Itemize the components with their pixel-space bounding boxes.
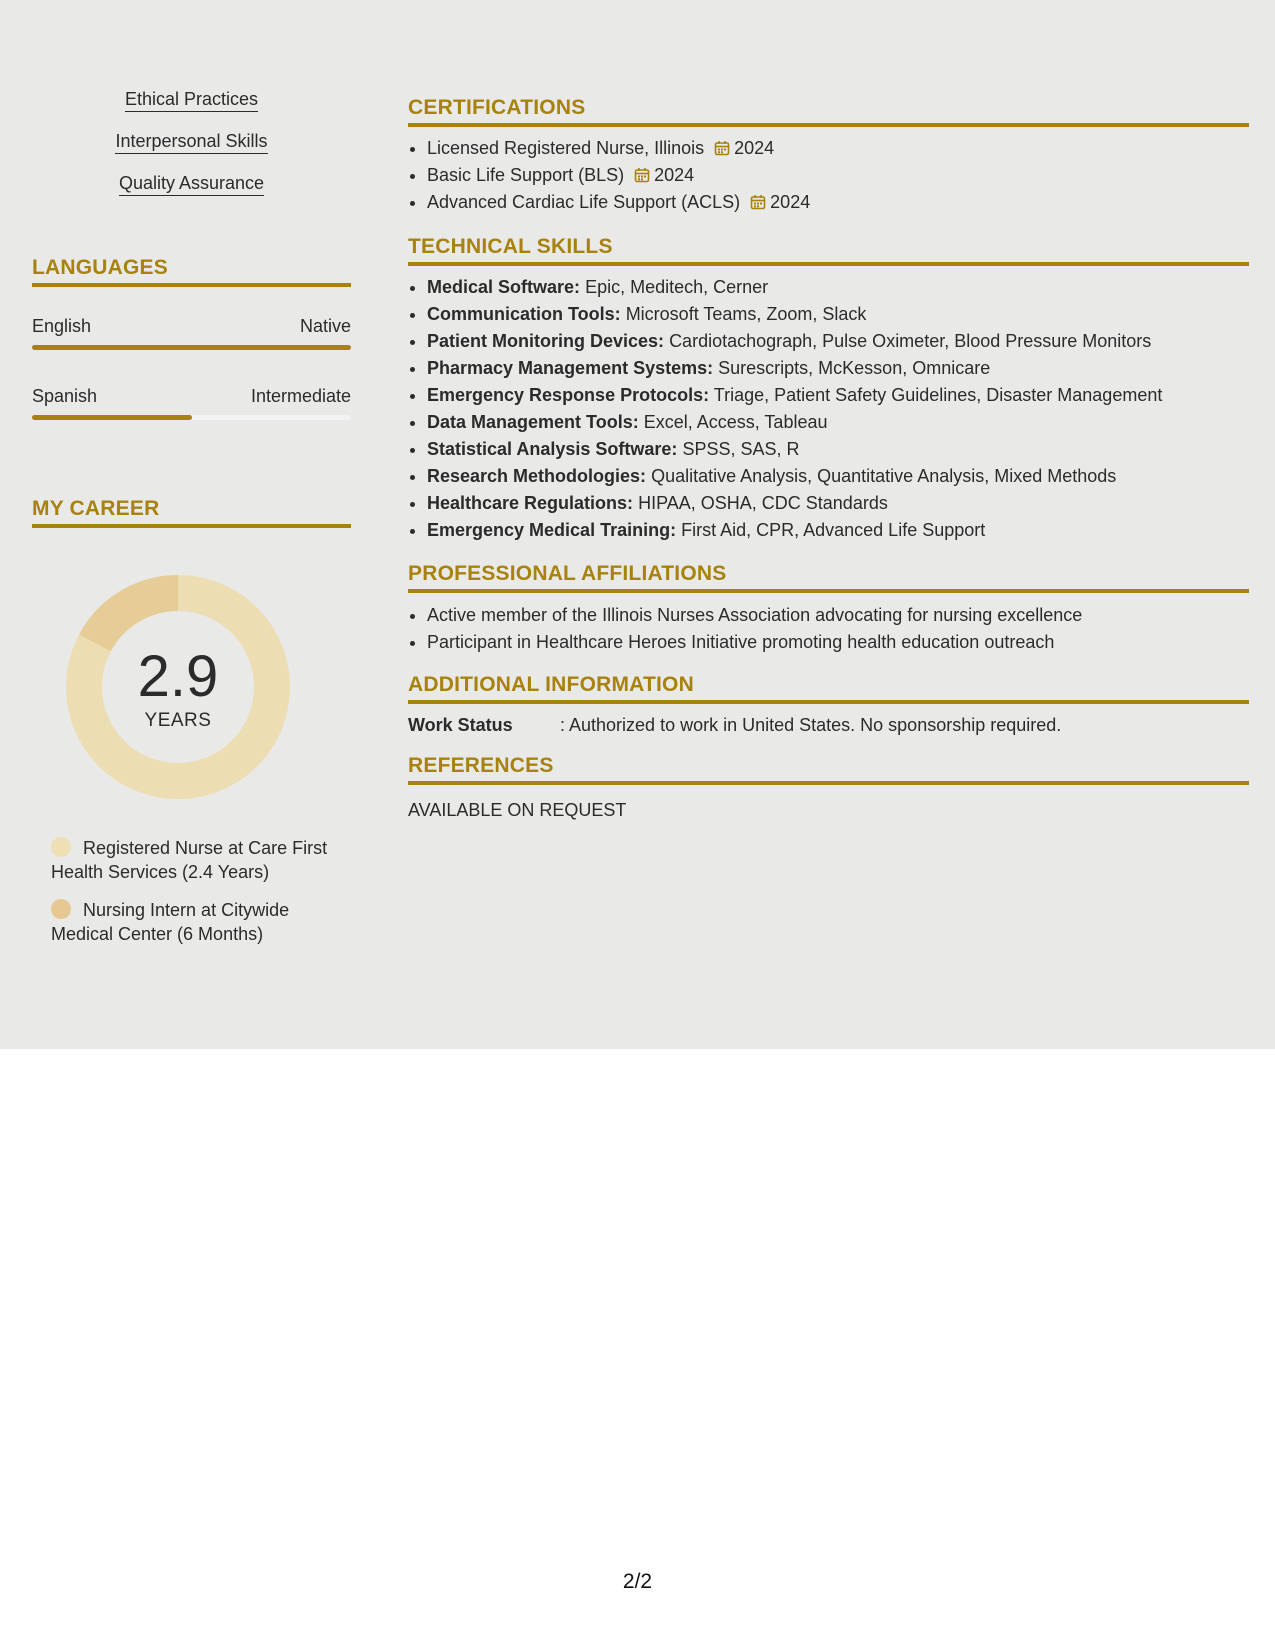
skill-category: Emergency Response Protocols: xyxy=(427,385,710,405)
language-english xyxy=(32,315,351,350)
references-text: AVAILABLE ON REQUEST xyxy=(408,800,627,820)
affiliation-item: • Participant in Healthcare Heroes Initiative promoting health education outreach xyxy=(427,629,1268,656)
certification-year: 2024 xyxy=(770,192,811,212)
work-status-label: Work Status xyxy=(408,715,513,735)
donut-center xyxy=(66,575,290,799)
skill-values: Microsoft Teams, Zoom, Slack xyxy=(625,304,867,324)
legend-item xyxy=(51,898,351,946)
technical-skills-list xyxy=(408,274,1268,544)
references-heading: REFERENCES xyxy=(408,754,1249,785)
skill-category: Data Management Tools: xyxy=(427,412,639,432)
technical-skill-item xyxy=(427,436,1268,463)
language-name: Spanish xyxy=(32,386,98,406)
career-heading: MY CAREER xyxy=(32,497,351,528)
skill-category: Research Methodologies: xyxy=(427,466,647,486)
certification-name: Licensed Registered Nurse, Illinois xyxy=(427,138,705,158)
skill-category: Healthcare Regulations: xyxy=(427,493,634,513)
skill-values: Qualitative Analysis, Quantitative Analysis, Mixed Methods xyxy=(651,466,1117,486)
legend-label: Nursing Intern at Citywide Medical Center (6 Months) xyxy=(51,900,290,944)
skill-values: Excel, Access, Tableau xyxy=(643,412,828,432)
technical-skill-item xyxy=(427,274,1268,301)
skill-values: SPSS, SAS, R xyxy=(682,439,800,459)
legend-dot-icon xyxy=(51,837,71,857)
technical-skills-heading: TECHNICAL SKILLS xyxy=(408,235,1249,266)
legend-label: Registered Nurse at Care First Health Services (2.4 Years) xyxy=(51,838,328,882)
certification-item xyxy=(427,162,1268,189)
language-name: English xyxy=(32,316,92,336)
certifications-heading: CERTIFICATIONS xyxy=(408,96,1249,127)
skill-category: Medical Software: xyxy=(427,277,581,297)
legend-dot-icon xyxy=(51,899,71,919)
affiliations-list xyxy=(408,602,1268,656)
skill-values: Surescripts, McKesson, Omnicare xyxy=(718,358,991,378)
technical-skill-item xyxy=(427,490,1268,517)
work-status-row xyxy=(408,713,1249,737)
technical-skill-item xyxy=(427,463,1268,490)
technical-skill-item xyxy=(427,409,1268,436)
language-level: Intermediate xyxy=(250,386,351,406)
calendar-icon xyxy=(634,167,650,183)
career-total-unit: YEARS xyxy=(144,710,212,731)
career-donut-chart xyxy=(66,575,290,799)
skill-values: Epic, Meditech, Cerner xyxy=(585,277,769,297)
certification-item xyxy=(427,135,1268,162)
language-bar-fill xyxy=(32,415,192,420)
technical-skill-item xyxy=(427,355,1268,382)
language-bar xyxy=(32,415,351,420)
language-spanish xyxy=(32,385,351,420)
skill-values: HIPAA, OSHA, CDC Standards xyxy=(638,493,888,513)
calendar-icon xyxy=(750,194,766,210)
career-legend xyxy=(51,836,351,960)
skill-category: Pharmacy Management Systems: xyxy=(427,358,714,378)
skill-values: First Aid, CPR, Advanced Life Support xyxy=(681,520,986,540)
skills-list xyxy=(32,88,351,214)
certification-year: 2024 xyxy=(654,165,695,185)
languages-heading: LANGUAGES xyxy=(32,256,351,287)
technical-skill-item xyxy=(427,328,1268,355)
legend-item xyxy=(51,836,351,884)
skill-category: Communication Tools: xyxy=(427,304,621,324)
skill-values: Cardiotachograph, Pulse Oximeter, Blood Pressure Monitors xyxy=(669,331,1152,351)
affiliations-heading: PROFESSIONAL AFFILIATIONS xyxy=(408,562,1249,593)
skill-item: Quality Assurance xyxy=(119,172,264,196)
skill-item: Ethical Practices xyxy=(125,88,258,112)
skill-item: Interpersonal Skills xyxy=(115,130,267,154)
skill-category: Statistical Analysis Software: xyxy=(427,439,678,459)
certification-year: 2024 xyxy=(734,138,775,158)
page-number: 2/2 xyxy=(622,1570,653,1593)
career-total-value: 2.9 xyxy=(137,644,219,709)
certifications-list xyxy=(408,135,1268,216)
technical-skill-item xyxy=(427,301,1268,328)
language-bar-fill xyxy=(32,345,351,350)
language-bar xyxy=(32,345,351,350)
work-status-value: : Authorized to work in United States. No sponsorship required. xyxy=(560,715,1062,735)
skill-category: Patient Monitoring Devices: xyxy=(427,331,665,351)
calendar-icon xyxy=(714,140,730,156)
technical-skill-item xyxy=(427,517,1268,544)
skill-category: Emergency Medical Training: xyxy=(427,520,677,540)
skill-values: Triage, Patient Safety Guidelines, Disaster Management xyxy=(713,385,1163,405)
technical-skill-item xyxy=(427,382,1268,409)
affiliation-item: • Active member of the Illinois Nurses Association advocating for nursing excellence xyxy=(427,602,1268,629)
language-level: Native xyxy=(299,316,351,336)
certification-name: Basic Life Support (BLS) xyxy=(427,165,625,185)
certification-item xyxy=(427,189,1268,216)
certification-name: Advanced Cardiac Life Support (ACLS) xyxy=(427,192,741,212)
additional-info-heading: ADDITIONAL INFORMATION xyxy=(408,673,1249,704)
